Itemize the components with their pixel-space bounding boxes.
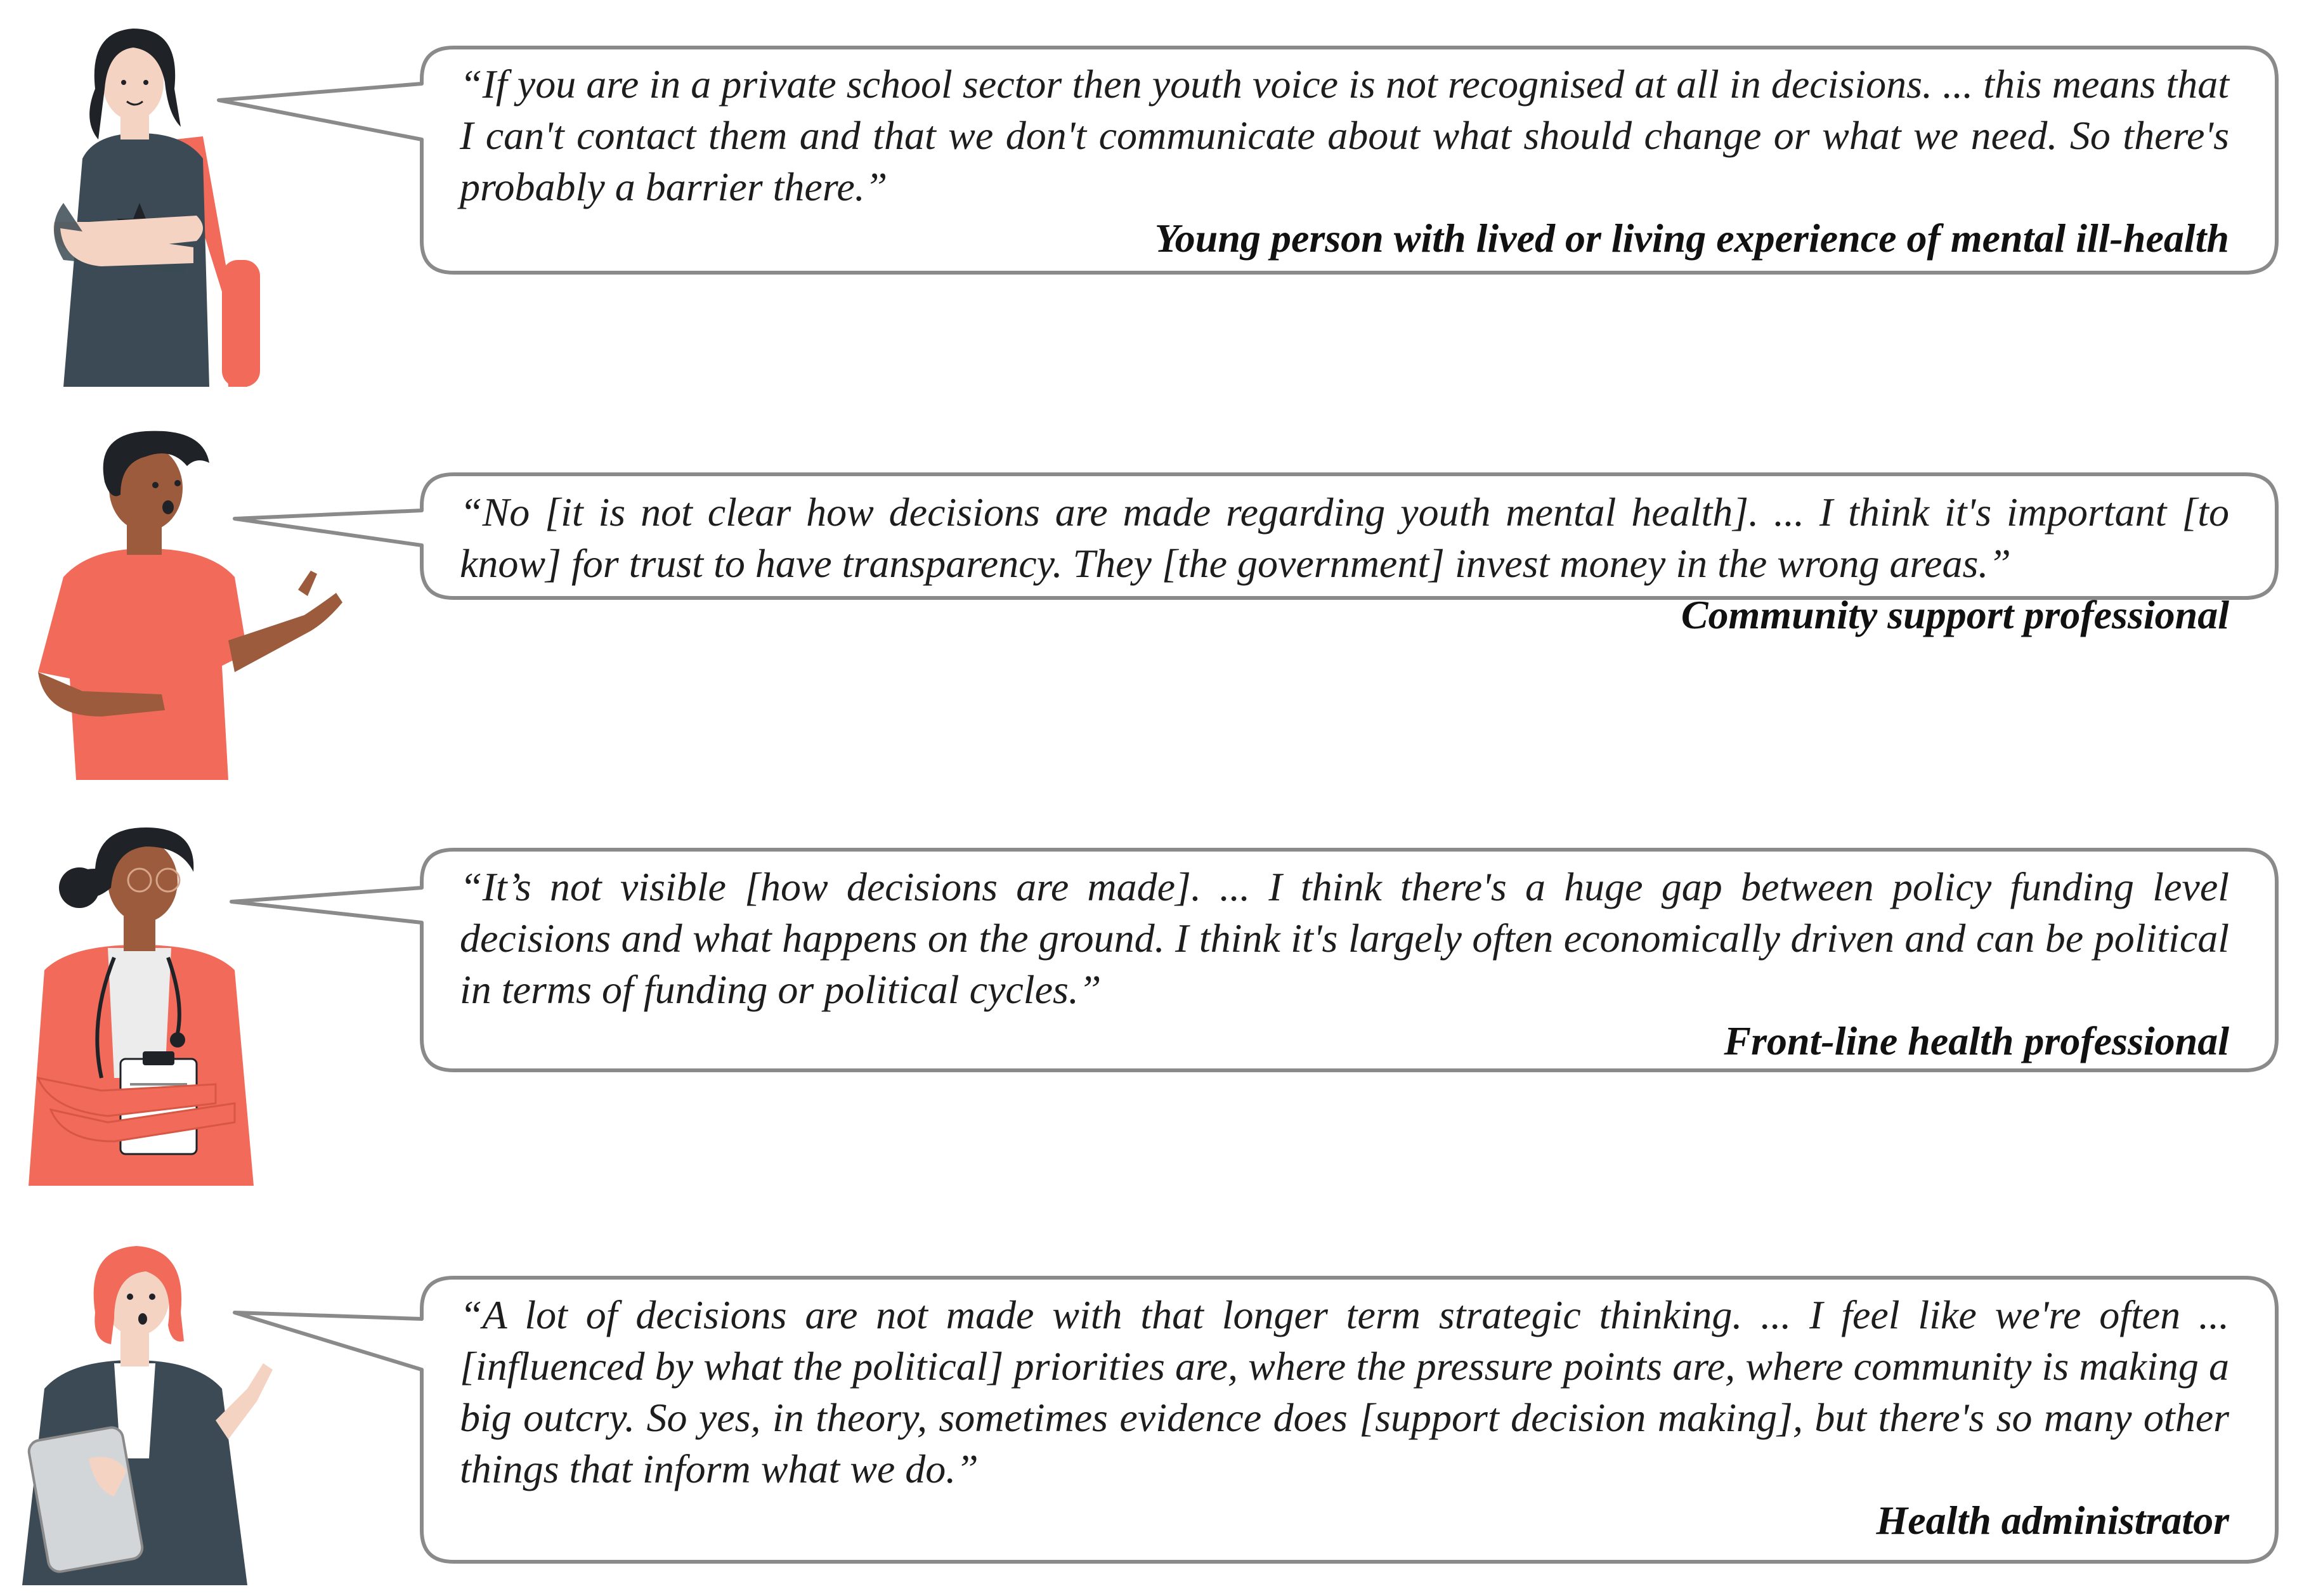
- quote-row-1: [0, 0, 2297, 393]
- quote-3: [460, 861, 2229, 1067]
- health-administrator-illustration: [19, 1230, 298, 1596]
- quote-text-4: “A lot of decisions are not made with that longer term strategic thinking. ... I feel like we're often ... [influenced by what the political] priorities are, where the pressure points are, where community is making a big outcry. So yes, in theory, sometimes evidence does [support decision making], but there's so many other things that inform what we do.”: [460, 1292, 2229, 1491]
- quote-2: [460, 486, 2229, 640]
- quote-text-3: “It’s not visible [how decisions are made]. ... I think there's a huge gap between policy funding level decisions and what happens on the ground. I think it's largely often economically driven and can be political in terms of funding or political cycles.”: [460, 864, 2229, 1012]
- attribution-3: Front-line health professional: [1724, 1018, 2229, 1063]
- attribution-1: Young person with lived or living experience of mental ill-health: [1154, 216, 2229, 261]
- health-professional-illustration: [25, 812, 266, 1192]
- attribution-4: Health administrator: [1876, 1498, 2229, 1543]
- quote-1: [460, 58, 2229, 264]
- quote-text-2: “No [it is not clear how decisions are made regarding youth mental health]. ... I think it's important [to know] for trust to have transparency. They [the government] invest money in the wrong areas.”: [460, 490, 2229, 586]
- quote-row-4: [0, 1192, 2297, 1596]
- quote-row-3: [0, 799, 2297, 1192]
- attribution-2: Community support professional: [1681, 592, 2229, 637]
- young-person-illustration: [38, 13, 266, 393]
- quote-text-1: “If you are in a private school sector then youth voice is not recognised at all in decisions. ... this means that I can't contact them and that we don't communicate about what should change or what we need. So there's probably a barrier there.”: [460, 62, 2229, 209]
- quote-4: [460, 1289, 2229, 1546]
- community-professional-illustration: [25, 412, 368, 793]
- quote-row-2: [0, 393, 2297, 799]
